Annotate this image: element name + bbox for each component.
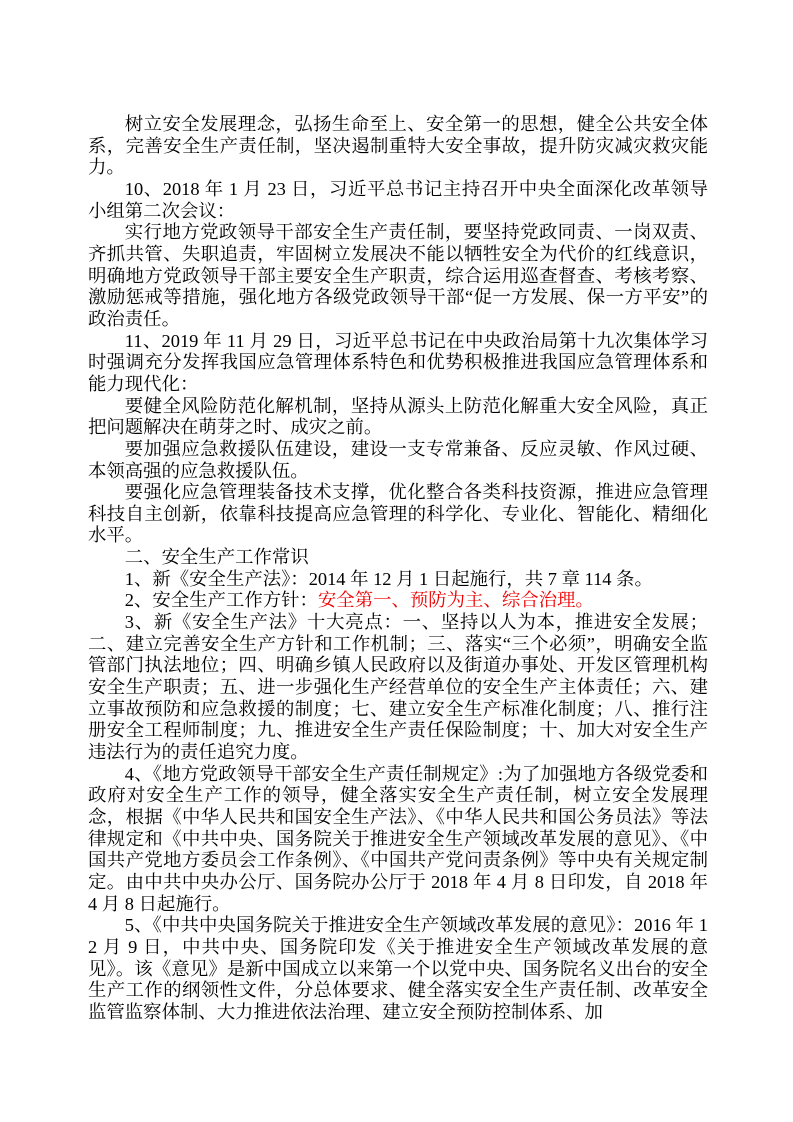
paragraph [88, 396, 708, 439]
text-segment: 5、《中共中央国务院关于推进安全生产领域改革发展的意见》：2016 年 12 月 9 日，中共中央、国务院印发《关于推进安全生产领域改革发展的意见》。该《意见》是新中国成立以来第一个以党中央、国务院名义出台的安全生产工作的纲领性文件，分总体要求、健全落实安全生产责任制、改革安全监管监察体制、大力推进依法治理、建立安全预防控制体系、加 [88, 915, 708, 1022]
paragraph [88, 331, 708, 396]
text-segment: 要加强应急救援队伍建设，建设一支专常兼备、反应灵敏、作风过硬、本领高强的应急救援队伍。 [88, 438, 708, 481]
paragraph [88, 482, 708, 547]
text-segment: 4、《地方党政领导干部安全生产责任制规定》:为了加强地方各级党委和政府对安全生产工作的领导，健全落实安全生产责任制，树立安全发展理念，根据《中华人民共和国安全生产法》、《中华人民共和国公务员法》等法律规定和《中共中央、国务院关于推进安全生产领域改革发展的意见》、《中国共产党地方委员会工作条例》、《中国共产党问责条例》等中央有关规定制定。由中共中央办公厅、国务院办公厅于 2018 年 4 月 8 日印发，自 2018 年 4 月 8 日起施行。 [88, 763, 708, 914]
document-body [88, 114, 708, 1024]
paragraph [88, 764, 708, 916]
text-segment: 1、新《安全生产法》：2014 年 12 月 1 日起施行，共 7 章 114 条。 [124, 568, 653, 589]
paragraph [88, 114, 708, 179]
paragraph [88, 915, 708, 1023]
paragraph [88, 547, 708, 569]
text-segment: 实行地方党政领导干部安全生产责任制，要坚持党政同责、一岗双责、齐抓共管、失职追责，牢固树立发展决不能以牺牲安全为代价的红线意识，明确地方党政领导干部主要安全生产职责，综合运用巡查督查、考核考察、激励惩戒等措施，强化地方各级党政领导干部“促一方发展、保一方平安”的政治责任。 [88, 222, 708, 329]
text-segment: 二、安全生产工作常识 [124, 547, 309, 568]
text-segment: 3、新《安全生产法》十大亮点：一、坚持以人为本，推进安全发展；二、建立完善安全生产方针和工作机制；三、落实“三个必须”，明确安全监管部门执法地位；四、明确乡镇人民政府以及街道办事处、开发区管理机构安全生产职责；五、进一步强化生产经营单位的安全生产主体责任；六、建立事故预防和应急救援的制度；七、建立安全生产标准化制度；八、推行注册安全工程师制度；九、推进安全生产责任保险制度；十、加大对安全生产违法行为的责任追究力度。 [88, 612, 708, 763]
paragraph [88, 590, 708, 612]
paragraph [88, 569, 708, 591]
text-segment: 10、2018 年 1 月 23 日，习近平总书记主持召开中央全面深化改革领导小组第二次会议： [88, 178, 708, 221]
text-segment: 11、2019 年 11 月 29 日，习近平总书记在中央政治局第十九次集体学习时强调充分发挥我国应急管理体系特色和优势积极推进我国应急管理体系和能力现代化： [88, 330, 708, 394]
paragraph [88, 439, 708, 482]
text-segment: 要强化应急管理装备技术支撑，优化整合各类科技资源，推进应急管理科技自主创新，依靠科技提高应急管理的科学化、专业化、智能化、精细化水平。 [88, 482, 708, 546]
paragraph [88, 612, 708, 764]
text-segment: 2、安全生产工作方针： [124, 590, 318, 611]
paragraph [88, 179, 708, 222]
text-segment: 要健全风险防范化解机制，坚持从源头上防范化解重大安全风险，真正把问题解决在萌芽之时、成灾之前。 [88, 395, 708, 438]
text-segment: 树立安全发展理念，弘扬生命至上、安全第一的思想，健全公共安全体系，完善安全生产责任制，坚决遏制重特大安全事故，提升防灾减灾救灾能力。 [88, 114, 708, 178]
paragraph [88, 222, 708, 330]
highlighted-text: 安全第一、预防为主、综合治理。 [317, 590, 594, 611]
